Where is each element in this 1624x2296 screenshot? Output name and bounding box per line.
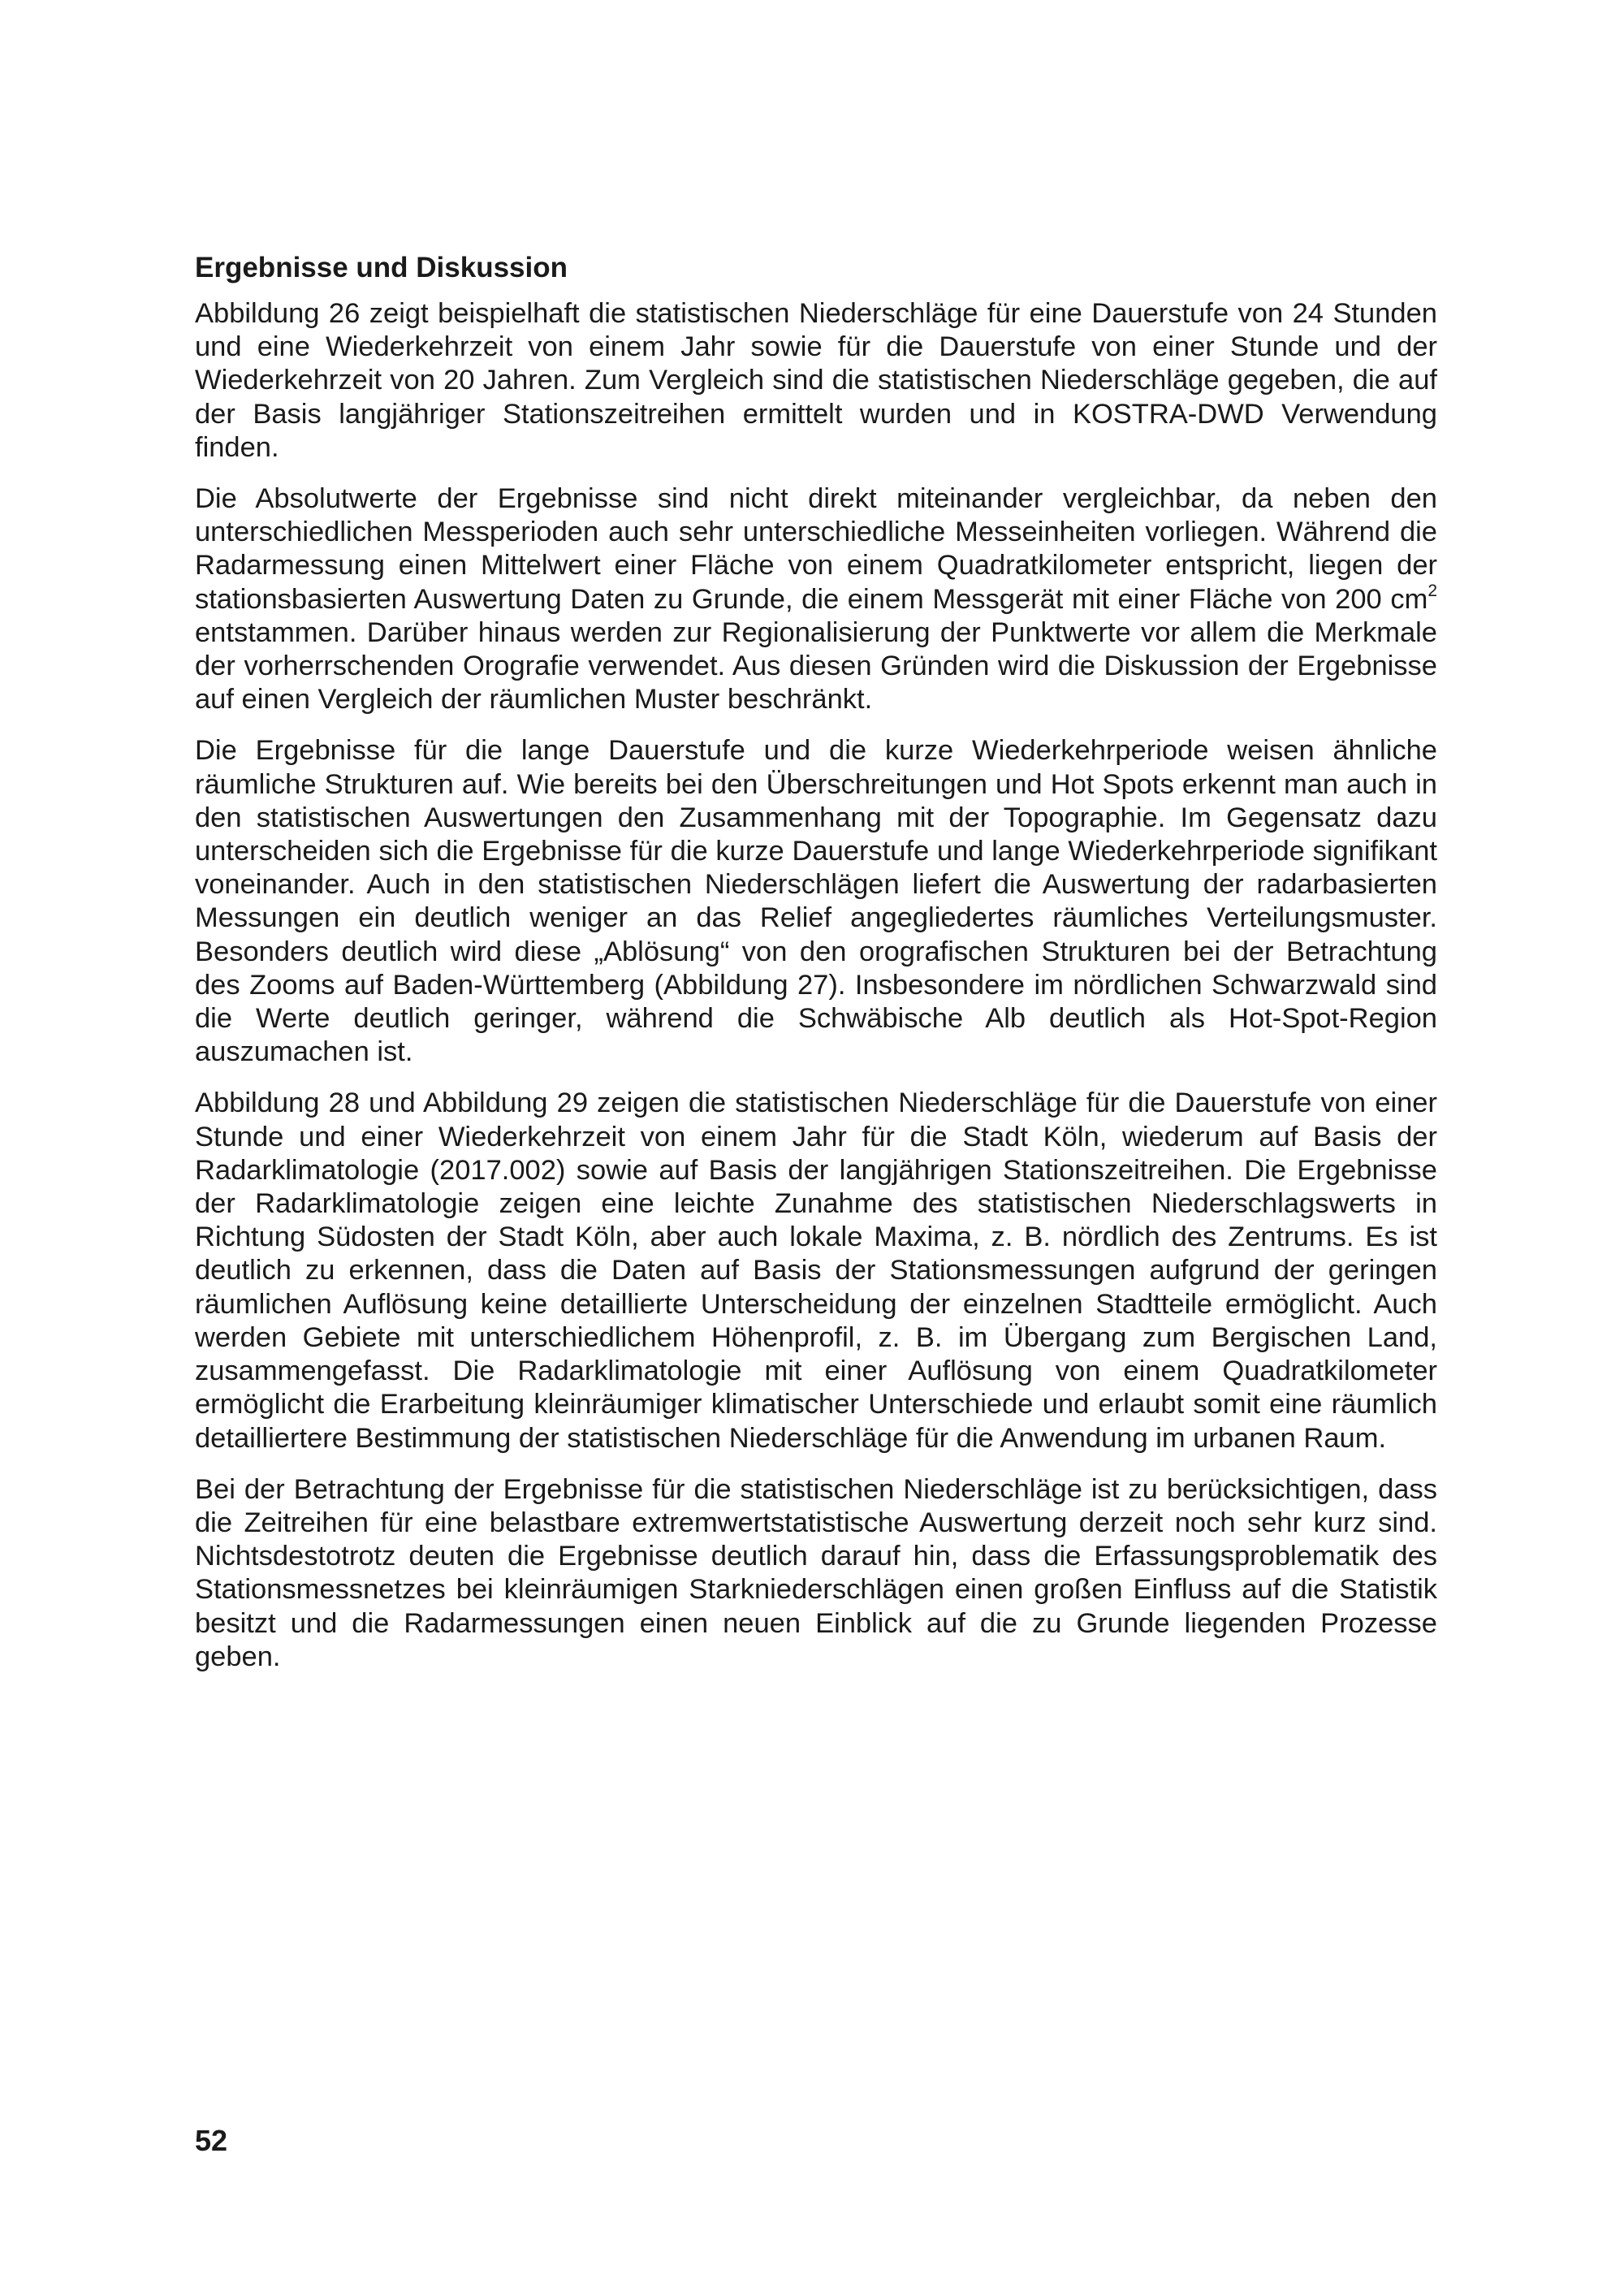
paragraph-1: Abbildung 26 zeigt beispielhaft die statistischen Niederschläge für eine Dauerstufe von 24 Stunden und eine Wiederkehrzeit von einem Jahr sowie für die Dauerstufe von einer Stunde und der Wiederkehrzeit von 20 Jahren. Zum Vergleich sind die statistischen Niederschläge gegeben, die auf der Basis langjähriger Stationszeitreihen ermittelt wurden und in KOSTRA-DWD Verwendung finden. [195, 298, 1437, 463]
page-content [195, 250, 1437, 1692]
paragraph-3: Die Ergebnisse für die lange Dauerstufe und die kurze Wiederkehrperiode weisen ähnliche räumliche Strukturen auf. Wie bereits bei den Überschreitungen und Hot Spots erkennt man auch in den statistischen Auswertungen den Zusammenhang mit der Topographie. Im Gegensatz dazu unterscheiden sich die Ergebnisse für die kurze Dauerstufe und lange Wiederkehrperiode signifikant voneinander. Auch in den statistischen Niederschlägen liefert die Auswertung der radarbasierten Messungen ein deutlich weniger an das Relief angegliedertes räumliches Verteilungsmuster. Besonders deutlich wird diese „Ablösung“ von den orografischen Strukturen bei der Betrachtung des Zooms auf Baden-Württemberg (Abbildung 27). Insbesondere im nördlichen Schwarzwald sind die Werte deutlich geringer, während die Schwäbische Alb deutlich als Hot-Spot-Region auszumachen ist. [195, 735, 1437, 1068]
page-number: 52 [195, 2124, 228, 2157]
paragraph-2-text-end: entstammen. Darüber hinaus werden zur Regionalisierung der Punktwerte vor allem die Merkmale der vorherrschenden Orografie verwendet. Aus diesen Gründen wird die Diskussion der Ergebnisse auf einen Vergleich der räumlichen Muster beschränkt. [195, 616, 1437, 716]
paragraph-5: Bei der Betrachtung der Ergebnisse für die statistischen Niederschläge ist zu berücksichtigen, dass die Zeitreihen für eine belastbare extremwertstatistische Auswertung derzeit noch sehr kurz sind. Nichtsdestotrotz deuten die Ergebnisse deutlich darauf hin, dass die Erfassungsproblematik des Stationsmessnetzes bei kleinräumigen Starkniederschlägen einen großen Einfluss auf die Statistik besitzt und die Radarmessungen einen neuen Einblick auf die zu Grunde liegenden Prozesse geben. [195, 1473, 1437, 1672]
paragraph-4: Abbildung 28 und Abbildung 29 zeigen die statistischen Niederschläge für die Dauerstufe von einer Stunde und einer Wiederkehrzeit von einem Jahr für die Stadt Köln, wiederum auf Basis der Radarklimatologie (2017.002) sowie auf Basis der langjährigen Stationszeitreihen. Die Ergebnisse der Radarklimatologie zeigen eine leichte Zunahme des statistischen Niederschlagswerts in Richtung Südosten der Stadt Köln, aber auch lokale Maxima, z. B. nördlich des Zentrums. Es ist deutlich zu erkennen, dass die Daten auf Basis der Stationsmessungen aufgrund der geringen räumlichen Auflösung keine detaillierte Unterscheidung der einzelnen Stadtteile ermöglicht. Auch werden Gebiete mit unterschiedlichem Höhenprofil, z. B. im Übergang zum Bergischen Land, zusammengefasst. Die Radarklimatologie mit einer Auflösung von einem Quadratkilometer ermöglicht die Erarbeitung kleinräumiger klimatischer Unterschiede und erlaubt somit eine räumlich detailliertere Bestimmung der statistischen Niederschläge für die Anwendung im urbanen Raum. [195, 1087, 1437, 1454]
superscript-squared: 2 [1427, 582, 1437, 601]
section-heading: Ergebnisse und Diskussion [195, 252, 568, 283]
paragraph-2 [195, 482, 1437, 716]
paragraph-2-text-start: Die Absolutwerte der Ergebnisse sind nicht direkt miteinander vergleichbar, da neben den unterschiedlichen Messperioden auch sehr unterschiedliche Messeinheiten vorliegen. Während die Radarmessung einen Mittelwert einer Fläche von einem Quadratkilometer entspricht, liegen der stationsbasierten Auswertung Daten zu Grunde, die einem Messgerät mit einer Fläche von 200 cm [195, 483, 1437, 615]
